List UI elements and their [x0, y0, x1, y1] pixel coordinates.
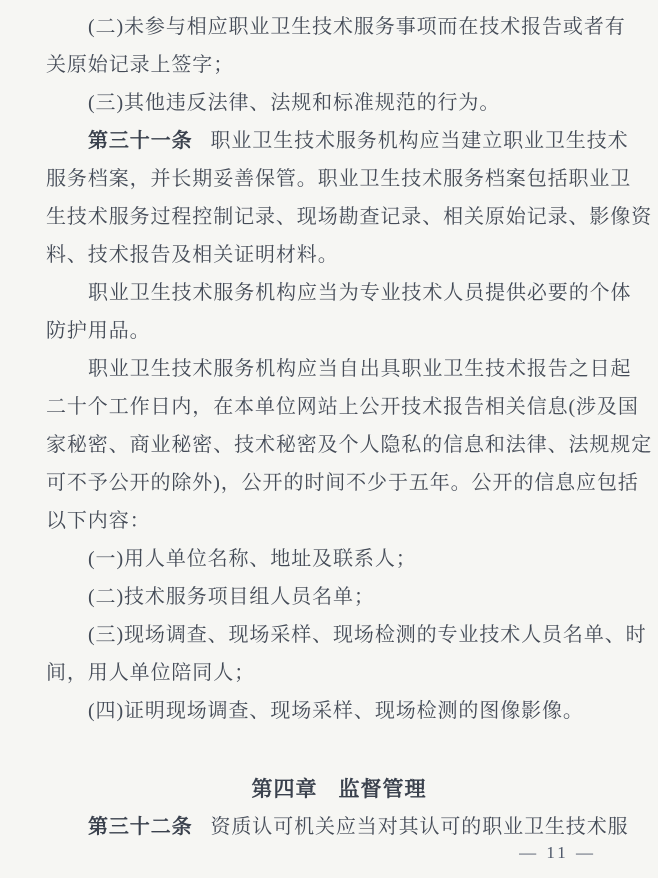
text-line: 以下内容： — [46, 510, 151, 532]
text-line: (三)现场调查、现场采样、现场检测的专业技术人员名单、时 — [88, 624, 647, 646]
text-line: 关原始记录上签字； — [46, 54, 235, 76]
text-line: 职业卫生技术服务机构应当为专业技术人员提供必要的个体 — [88, 282, 632, 304]
text-line: (二)未参与相应职业卫生技术服务事项而在技术报告或者有 — [88, 16, 626, 38]
text-line: 生技术服务过程控制记录、现场勘查记录、相关原始记录、影像资 — [46, 206, 653, 228]
text-line — [46, 122, 632, 160]
page-number: — 11 — — [519, 843, 596, 862]
text-line: 家秘密、商业秘密、技术秘密及个人隐私的信息和法律、法规规定 — [46, 434, 653, 456]
article-31-text: 职业卫生技术服务机构应当建立职业卫生技术 — [210, 130, 629, 152]
article-32-number: 第三十二条 — [88, 816, 193, 838]
text-line: 防护用品。 — [46, 320, 151, 342]
article-31-number: 第三十一条 — [88, 130, 193, 152]
text-line: 可不予公开的除外)，公开的时间不少于五年。公开的信息应包括 — [46, 472, 639, 494]
chapter-number: 第四章 — [251, 777, 318, 801]
text-line: 二十个工作日内，在本单位网站上公开技术报告相关信息(涉及国 — [46, 396, 639, 418]
chapter-heading — [46, 770, 632, 808]
text-line: (二)技术服务项目组人员名单； — [88, 586, 375, 608]
text-line: 料、技术报告及相关证明材料。 — [46, 244, 339, 266]
text-line: (三)其他违反法律、法规和标准规范的行为。 — [88, 92, 501, 114]
text-line: 间，用人单位陪同人； — [46, 662, 255, 684]
text-line: 职业卫生技术服务机构应当自出具职业卫生技术报告之日起 — [88, 358, 632, 380]
article-32-text: 资质认可机关应当对其认可的职业卫生技术服 — [210, 816, 629, 838]
chapter-title: 监督管理 — [338, 777, 427, 801]
text-line: 服务档案，并长期妥善保管。职业卫生技术服务档案包括职业卫 — [46, 168, 632, 190]
text-line: (一)用人单位名称、地址及联系人； — [88, 548, 417, 570]
text-line: (四)证明现场调查、现场采样、现场检测的图像影像。 — [88, 700, 584, 722]
